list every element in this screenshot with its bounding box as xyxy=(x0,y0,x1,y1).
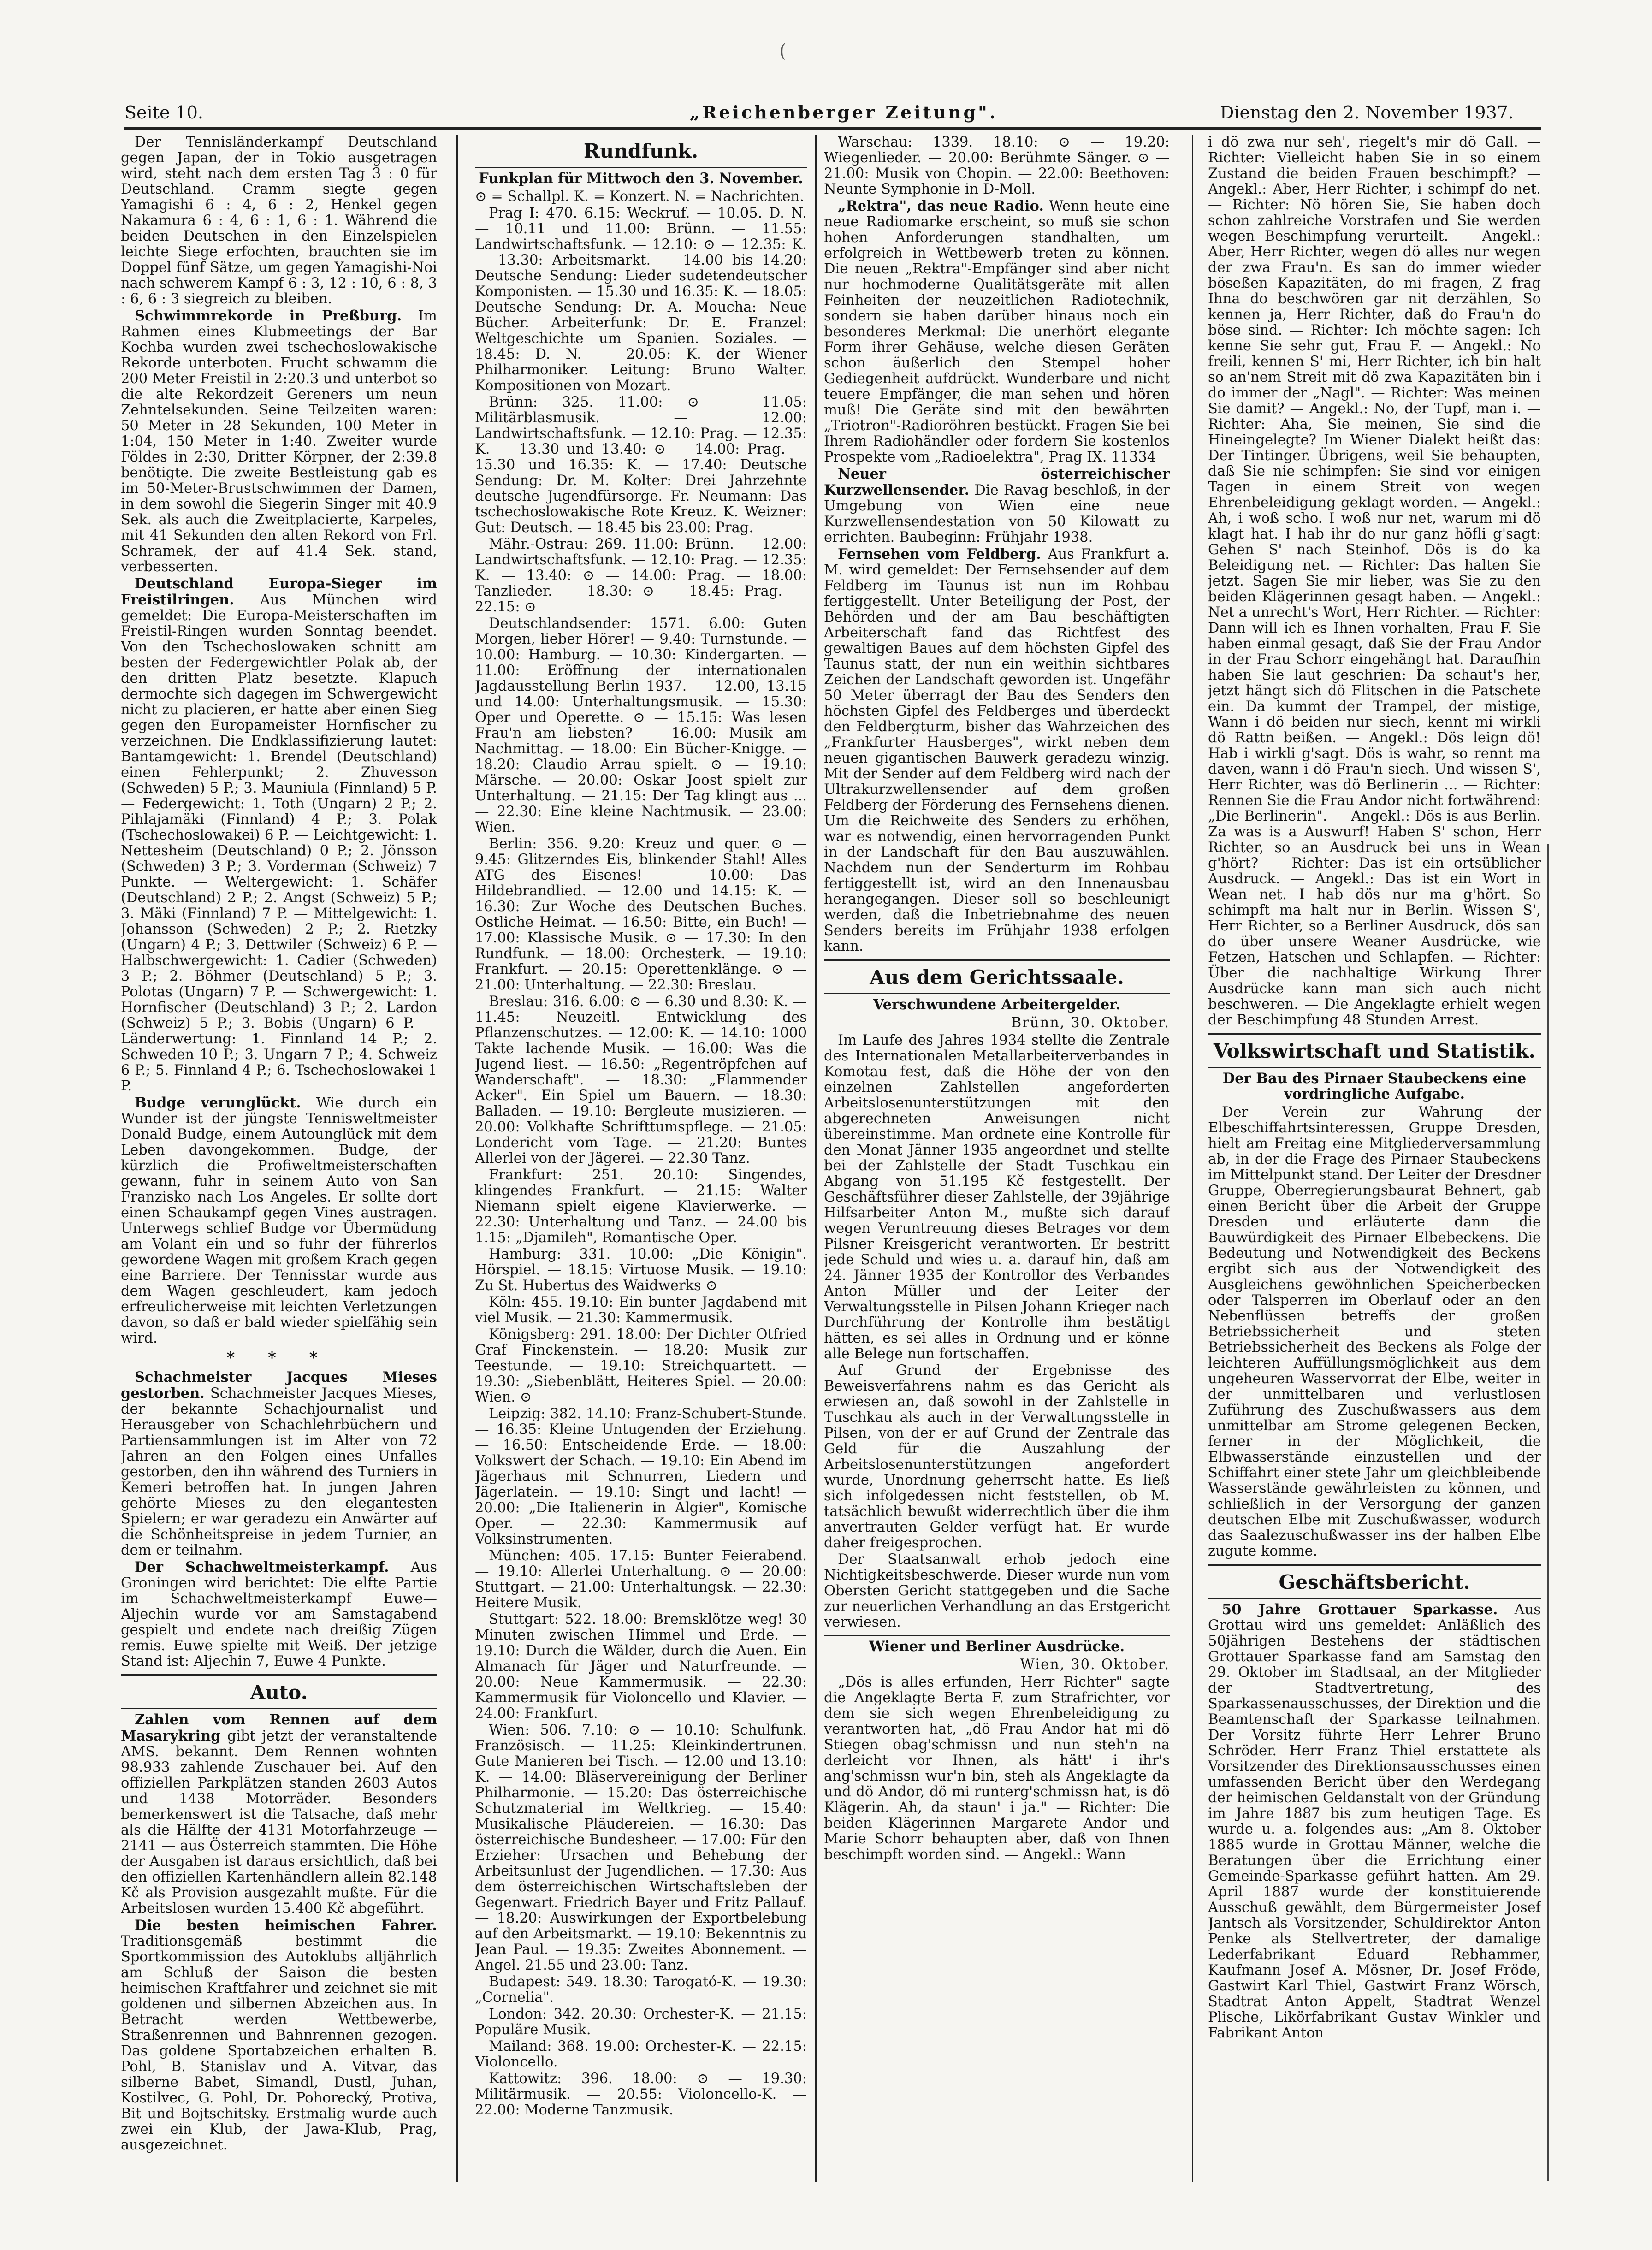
section-rule xyxy=(1208,1067,1541,1068)
section-rule xyxy=(824,959,1170,961)
column-radio xyxy=(475,135,807,2182)
radio-subtitle: Funkplan für Mittwoch den 3. November. xyxy=(479,170,803,187)
article-body: Wenn heute eine neue Radiomarke erscheint, so muß sie schon hohen Anforderungen standhalten, um erfolgreich in Wettbewerb treten zu können. Die neuen „Rektra"-Empfänger sind aber nicht nur hochmoderne Qualitätsgeräte mit allen Feinheiten der neuzeitlichen Radiotechnik, sondern sie haben darüber hinaus noch ein besonderes Merkmal: Die unerhört elegante Form ihrer Gehäuse, welche diesen Geräten schon äußerlich den Stempel hoher Gediegenheit aufdrückt. Wunderbare und nicht teuere Empfänger, die man sehen und hören muß! Die Geräte sind mit den bewährten „Triotron"-Radioröhren bestückt. Fragen Sie bei Ihrem Radiohändler oder fordern Sie kostenlos Prospekte vom „Radioelektra", Prag IX. 11334 xyxy=(824,198,1170,465)
article-body: Im Rahmen eines Klubmeetings der Bar Kochba wurden zwei tschechoslowakische Rekorde unterboten. Frucht schwamm die 200 Meter Freistil in 2:20.3 und unterbot so die alte Rekordzeit Gereners um neun Zehntelsekunden. Seine Teilzeiten waren: 50 Meter in 28 Sekunden, 100 Meter in 1:04, 150 Meter in 1:40. Zweiter wurde Földes in 2:30, Dritter Körpner, der 2:39.8 benötigte. Die zweite Bestleistung gab es im 50-Meter-Brustschwimmen der Damen, in dem sowohl die Siegerin Singer mit 40.9 Sek. als auch die Zweitplacierte, Karpeles, mit 41 Sekunden den alten Rekord von Frl. Schramek, der auf 41.4 Sek. stand, verbesserten. xyxy=(121,308,437,575)
section-rule xyxy=(1208,1033,1541,1035)
article-tennis: Der Tennisländerkampf Deutschland gegen Japan, der in Tokio ausgetragen wird, steht nach dem ersten Tag 3 : 0 für Deutschland. Cramm siegte gegen Yamagishi 6 : 4, 6 : 2, Henkel gegen Nakamura 6 : 4, 6 : 1, 6 : 1. Während die beiden Deutschen in den Einzelspielen leichte Siege erfochten, brauchten sie im Doppel fünf Sätze, um gegen Yamagishi-Noi nach schwerem Kampf 6 : 3, 12 : 10, 6 : 8, 3 : 6, 6 : 3 siegreich zu bleiben. xyxy=(121,135,437,307)
radio-hamburg: Hamburg: 331. 10.00: „Die Königin". Hörspiel. — 18.15: Virtuose Musik. — 19.10: Zu St. Hubertus des Waidwerks ⊙ xyxy=(475,1246,807,1294)
issue-date: Dienstag den 2. November 1937. xyxy=(1220,102,1514,123)
column-court xyxy=(824,135,1170,2182)
radio-koenigsberg: Königsberg: 291. 18.00: Der Dichter Otfried Graf Finckenstein. — 18.20: Musik zur Teestunde. — 19.10: Streichquartett. — 19.30: „Siebenblätt, Heiteres Spiel. — 20.00: Wien. ⊙ xyxy=(475,1326,807,1405)
article-headline: Budge verunglückt. xyxy=(135,1095,301,1111)
article-rektra xyxy=(824,198,1170,465)
article-swimming xyxy=(121,308,437,575)
section-rule xyxy=(824,993,1170,994)
section-rule xyxy=(121,1674,437,1676)
section-rule xyxy=(824,1635,1170,1636)
radio-deutschlandsender: Deutschlandsender: 1571. 6.00: Guten Morgen, lieber Hörer! — 9.40: Turnstunde. — 10.00: Hamburg. — 10.30: Kindergarten. — 11.00: Eröffnung der internationalen Jagdausstellung Berlin 1937. — 12.00, 13.15 und 14.00: Unterhaltungsmusik. — 15.30: Oper und Operette. ⊙ — 15.15: Was lesen Frau'n am liebsten? — 16.00: Musik am Nachmittag. — 18.00: Ein Bücher-Knigge. — 18.20: Claudio Arrau spielt. ⊙ — 19.10: Märsche. — 20.00: Oskar Joost spielt zur Unterhaltung. — 21.15: Der Tag klingt aus ... — 22.30: Eine kleine Nachtmusik. — 23.00: Wien. xyxy=(475,616,807,835)
column-rule xyxy=(815,135,817,2182)
article-headline: 50 Jahre Grottauer Sparkasse. xyxy=(1222,1601,1498,1618)
article-body: Aus Frankfurt a. M. wird gemeldet: Der Fernsehsender auf dem Feldberg im Taunus ist nun im Rohbau fertiggestellt. Unter Beteiligung der Post, der Behörden und der am Bau beschäftigten Arbeiterschaft fand das Richtfest des gewaltigen Baues auf dem höchsten Gipfel des Taunus statt, der nun ein weithin sichtbares Zeichen der Landschaft geworden ist. Ungefähr 50 Meter überragt der Bau des Senders den höchsten Gipfel des Feldberges und überdeckt den Feldbergturm, bisher das Wahrzeichen des „Frankfurter Hausberges", wirkt neben dem neuen gigantischen Bauwerk geradezu winzig. Mit der Sender auf dem Feldberg wird nach der Ultrakurzwellensender auf dem großen Feldberg der Förderung des Fernsehens dienen. Um die Reichweite des Senders zu erhöhen, war es notwendig, einen hervorragenden Punkt in der Landschaft für den Bau auszuwählen. Nachdem nun der Senderturm im Rohbau fertiggestellt ist, wird an den Innenausbau herangegangen. Dieser soll so beschleunigt werden, daß die Inbetriebnahme des neuen Senders bereits im Frühjahr 1938 erfolgen kann. xyxy=(824,546,1170,954)
article-title: Verschwundene Arbeitergelder. xyxy=(873,996,1121,1013)
article-body: Aus München wird gemeldet: Die Europa-Meisterschaften im Freistil-Ringen wurden Sonntag beendet. Von den Tschechoslowaken schnitt am besten der Federgewichtler Polak ab, der den dritten Platz besetzte. Klapuch dermochte sich dagegen im Schwergewicht nicht zu placieren, er hatte aber einen Sieg gegen den Europameister Hornfischer zu verzeichnen. Die Endklassifizierung lautet: Bantamgewicht: 1. Brendel (Deutschland) einen Fehlerpunkt; 2. Zhuvesson (Schweden) 5 P.; 3. Mauniula (Finnland) 5 P. — Federgewicht: 1. Toth (Ungarn) 2 P.; 2. Pihlajamäki (Finnland) 4 P.; 3. Polak (Tschechoslowakei) 6 P. — Leichtgewicht: 1. Nettesheim (Deutschland) 0 P.; 2. Jönsson (Schweden) 3 P.; 3. Vorderman (Schweiz) 7 Punkte. — Weltergewicht: 1. Schäfer (Deutschland) 2 P.; 2. Angst (Schweiz) 5 P.; 3. Mäki (Finnland) 7 P. — Mittelgewicht: 1. Johansson (Schweden) 2 P.; 2. Rietzky (Ungarn) 4 P.; 3. Dettwiler (Schweiz) 6 P. — Halbschwergewicht: 1. Cadier (Schweden) 3 P.; 2. Böhmer (Deutschland) 5 P.; 3. Polotas (Ungarn) 7 P. — Schwergewicht: 1. Hornfischer (Deutschland) 3 P.; 2. Lardon (Schweiz) 5 P.; 3. Bobis (Ungarn) 6 P. — Länderwertung: 1. Finnland 14 P.; 2. Schweden 10 P.; 3. Ungarn 7 P.; 4. Schweiz 6 P.; 5. Finnland 4 P.; 6. Tschechoslowakei 1 P. xyxy=(121,592,437,1094)
radio-wien: Wien: 506. 7.10: ⊙ — 10.10: Schulfunk. Französisch. — 11.25: Kleinkindertrunen. Gute Manieren bei Tisch. — 12.00 und 13.10: K. — 14.00: Bläservereinigung der Berliner Philharmonie. — 15.20: Das österreichische Schutzmaterial im Weltkrieg. — 15.40: Musikalische Pläudereien. — 16.30: Das österreichische Bundesheer. — 17.00: Für den Erzieher: Ursachen und Behebung der Arbeitsunlust der Jugendlichen. — 17.30: Aus dem österreichischen Wirtschaftsleben der Gegenwart. Friedrich Bayer und Fritz Pallauf. — 18.20: Auswirkungen der Exportbelebung auf den Arbeitsmarkt. — 19.10: Bekenntnis zu Jean Paul. — 19.35: Zweites Abonnement. — Angel. 21.55 und 23.00: Tanz. xyxy=(475,1722,807,1973)
article-headline: Neuer österreichischer Kurzwellensender. xyxy=(824,466,1170,498)
newspaper-title: „Reichenberger Zeitung". xyxy=(689,102,998,123)
article-budge xyxy=(121,1095,437,1346)
page-number: Seite 10. xyxy=(124,102,203,123)
article-shortwave xyxy=(824,466,1170,545)
article-headline: Deutschland Europa-Sieger im Freistilringen. xyxy=(121,575,437,608)
section-title-economy: Volkswirtschaft und Statistik. xyxy=(1213,1040,1536,1062)
radio-breslau: Breslau: 316. 6.00: ⊙ — 6.30 und 8.30: K. — 11.45: Neuzeitl. Entwicklung des Pflanzenschutzes. — 12.00: K. — 14.10: 1000 Takte lachende Musik. — 16.00: Was die Jugend liest. — 16.50: „Regentröpfchen auf Wanderschaft". — 18.30: „Flammender Acker". Ein Spiel um Bauern. — 18.30: Balladen. — 19.10: Bergleute musizieren. — 20.00: Volkhafte Schrifttumspflege. — 21.05: Londericht vom Tage. — 21.20: Buntes Allerlei von der Jägerei. — 22.30 Tanz. xyxy=(475,994,807,1166)
article-dateline: Wien, 30. Oktober. xyxy=(1020,1657,1170,1673)
article-dateline: Brünn, 30. Oktober. xyxy=(1011,1015,1170,1031)
article-mieses xyxy=(121,1369,437,1558)
radio-muenchen: München: 405. 17.15: Bunter Feierabend. — 19.10: Allerlei Unterhaltung. ⊙ — 20.00: Stuttgart. — 21.00: Unterhaltungsk. — 22.30: Heitere Musik. xyxy=(475,1548,807,1611)
radio-frankfurt: Frankfurt: 251. 20.10: Singendes, klingendes Frankfurt. — 21.15: Walter Niemann spielt eigene Klavierwerke. — 22.30: Unterhaltung und Tanz. — 24.00 bis 1.15: „Djamileh", Romantische Oper. xyxy=(475,1167,807,1246)
radio-prag: Prag I: 470. 6.15: Weckruf. — 10.05. D. N. — 10.11 und 11.00: Brünn. — 11.55: Landwirtschaftsfunk. — 12.10: ⊙ — 12.35: K. — 13.30: Arbeitsmarkt. — 14.00 bis 14.20: Deutsche Sendung: Lieder sudetendeutscher Komponisten. — 15.30 und 16.35: K. — 18.05: Deutsche Sendung: Dr. A. Moucha: Neue Bücher. Arbeiterfunk: Dr. E. Franzel: Weltgeschichte um Spanien. Soziales. — 18.45: D. N. — 20.05: K. der Wiener Philharmoniker. Leitung: Bruno Walter. Kompositionen von Mozart. xyxy=(475,205,807,394)
radio-budapest: Budapest: 549. 18.30: Tarogató-K. — 19.30: „Cornelia". xyxy=(475,1974,807,2006)
article-body: Wie durch ein Wunder ist der jüngste Tennisweltmeister Donald Budge, einem Autounglück mit dem Leben davongekommen. Budge, der kürzlich die Profiweltmeisterschaften gewann, fuhr in seinem Auto von San Franzisko nach Los Angeles. Er sollte dort einen Schaukampf gegen Vines austragen. Unterwegs schlief Budge vor Übermüdung am Volant ein und so fuhr der führerlos gewordene Wagen mit großem Krach gegen eine Barriere. Der Tennisstar wurde aus dem Wagen geschleudert, kam jedoch erfreulicherweise mit leichten Verletzungen davon, so daß er bald wieder spielfähig sein wird. xyxy=(121,1095,437,1346)
article-body: Aus Grottau wird uns gemeldet: Anläßlich des 50jährigen Bestehens der städtischen Grottauer Sparkasse fand am Samstag den 29. Oktober im Stadtsaal, an der Mitglieder der Stadtvertretung, des Sparkassenausschusses, der Direktion und die Beamtenschaft der Sparkasse teilnahmen. Der Vorsitz führte Herr Lehrer Bruno Schröder. Herr Franz Thiel erstattete als Vorsitzender des Direktionsausschusses einen umfassenden Bericht über den Werdegang der heimischen Geldanstalt von der Gründung im Jahre 1887 bis zum heutigen Tage. Es wurde u. a. folgendes aus: „Am 8. Oktober 1885 wurde in Grottau Männer, welche die Beratungen über die Errichtung einer Gemeinde-Sparkasse geführt hatten. Am 29. April 1887 wurde der konstituierende Ausschuß gewählt, dem Bürgermeister Josef Jantsch als Vorsitzender, Schuldirektor Anton Penke als Stellvertreter, der damalige Lederfabrikant Eduard Rebhammer, Kaufmann Josef A. Mösner, Dr. Josef Fröde, Gastwirt Karl Thiel, Gastwirt Franz Wörsch, Stadtrat Anton Appelt, Stadtrat Wenzel Plische, Likörfabrikant Gustav Winkler und Fabrikant Anton xyxy=(1208,1602,1541,2041)
radio-mailand: Mailand: 368. 19.00: Orchester-K. — 22.15: Violoncello. xyxy=(475,2038,807,2070)
radio-warschau: Warschau: 1339. 18.10: ⊙ — 19.20: Wiegenlieder. — 20.00: Berühmte Sänger. ⊙ — 21.00: Musik von Chopin. — 22.00: Beethoven: Neunte Symphonie in D-Moll. xyxy=(824,135,1170,197)
article-paragraph: Der Staatsanwalt erhob jedoch eine Nichtigkeitsbeschwerde. Dieser wurde nun vom Obersten Gericht stattgegeben und die Sache zur neuerlichen Verhandlung an das Erstgericht verwiesen. xyxy=(824,1551,1170,1630)
article-paragraph: „Dös is alles erfunden, Herr Richter" sagte die Angeklagte Berta F. zum Strafrichter, vor dem sie sich wegen Ehrenbeleidigung zu verantworten hat, „dö Frau Andor hat mi dö Stiegen obag'schmissn und nun steh'n na derleicht vor Ihnen, als hätt' i ihr's ang'schmissn wur'n bin, steh als Angeklagte da und dö Andor, dö mi runterg'schmissn hat, is dö Klägerin. Ah, da staun' i ja." — Richter: Die beiden Klägerinnen Margarete Andor und Marie Schorr behaupten aber, daß von Ihnen beschimpft worden sind. — Angekl.: Wann xyxy=(824,1674,1170,1863)
header-rule xyxy=(124,127,1541,130)
radio-kattowitz: Kattowitz: 396. 18.00: ⊙ — 19.30: Militärmusik. — 20.55: Violoncello-K. — 22.00: Moderne Tanzmusik. xyxy=(475,2071,807,2118)
article-paragraph: Im Laufe des Jahres 1934 stellte die Zentrale des Internationalen Metallarbeiterverbandes in Komotau fest, daß die Höhe der von den einzelnen Zahlstellen angeforderten Arbeitslosenunterstützungen mit den abgerechneten Anweisungen nicht übereinstimme. Man ordnete eine Kontrolle für den Monat Jänner 1935 angeordnet und stellte bei der Zahlstelle der Stadt Tuschkau ein Abgang von 51.195 Kč festgestellt. Der Geschäftsführer dieser Zahlstelle, der 39jährige Hilfsarbeiter Anton M., mußte sich darauf wegen Veruntreuung dieses Betrages vor dem Pilsner Kreisgericht verantworten. Er bestritt jede Schuld und wies u. a. darauf hin, daß am 24. Jänner 1935 der Kontrollor des Verbandes Anton Müller und der Leiter der Verwaltungsstelle in Pilsen Johann Krieger nach Durchführung der Kontrolle ihm bestätigt hätten, es sei alles in Ordnung und er könne alle Belege nun fortschaffen. xyxy=(824,1032,1170,1362)
article-body: Schachmeister Jacques Mieses, der bekannte Schachjournalist und Herausgeber von Schachlehrbüchern und Partiensammlungen ist im Alter von 72 Jahren an den Folgen eines Unfalles gestorben, den ihn während des Turniers in Kemeri betroffen hat. In jungen Jahren gehörte Mieses zu den elegantesten Spielern; er war geradezu ein Anwärter auf die Schönheitspreise in jedem Turnier, an dem er teilnahm. xyxy=(121,1386,437,1558)
radio-bruenn: Brünn: 325. 11.00: ⊙ — 11.05: Militärblasmusik. — 12.00: Landwirtschaftsfunk. — 12.10: Prag. — 12.35: K. — 13.30 und 13.40: ⊙ — 14.00: Prag. — 15.30 und 16.35: K. — 17.40: Deutsche Sendung: Dr. M. Kolter: Drei Jahrzehnte deutsche Jugendfürsorge. Fr. Neumann: Das tschechoslowakische Rote Kreuz. K. Weizner: Gut: Deutsch. — 18.45 bis 23.00: Prag. xyxy=(475,394,807,536)
radio-legend: ⊙ = Schallpl. K. = Konzert. N. = Nachrichten. xyxy=(475,189,804,205)
article-sparkasse xyxy=(1208,1602,1541,2041)
section-stars: * * * xyxy=(226,1349,332,1367)
radio-berlin: Berlin: 356. 9.20: Kreuz und quer. ⊙ — 9.45: Glitzerndes Eis, blinkender Stahl! Alles ATG des Eisenes! — 10.00: Das Hildebrandlied. — 12.00 und 14.15: K. — 16.30: Zur Woche des Deutschen Buches. Ostliche Heimat. — 16.50: Bitte, ein Buch! — 17.00: Klassische Musik. ⊙ — 17.30: In den Rundfunk. — 18.00: Orchesterk. — 19.10: Frankfurt. — 20.15: Operettenklänge. ⊙ — 21.00: Unterhaltung. — 22.30: Breslau. xyxy=(475,836,807,993)
section-rule xyxy=(1208,1598,1541,1599)
section-title-auto: Auto. xyxy=(250,1681,308,1704)
column-economy xyxy=(1208,135,1541,2182)
article-body: Aus Groningen wird berichtet: Die elfte Partie im Schachweltmeisterkampf Euwe—Aljechin wurde vor am Samstagabend gespielt und endete nach dreißig Zügen remis. Euwe spielte mit Weiß. Der jetzige Stand ist: Aljechin 7, Euwe 4 Punkte. xyxy=(121,1559,437,1670)
article-headline: Fernsehen vom Feldberg. xyxy=(838,546,1041,562)
article-wrestling xyxy=(121,576,437,1094)
article-body: Traditionsgemäß bestimmt die Sportkommission des Autoklubs alljährlich am Schluß der Saison die besten heimischen Kraftfahrer und zeichnet sie mit goldenen und silbernen Abzeichen aus. In Betracht werden Wettbewerbe, Straßenrennen und Bahnrennen gezogen. Das goldene Sportabzeichen erhalten B. Pohl, B. Stanislav und A. Vitvar, das silberne Babet, Simandl, Dustl, Juhan, Kostilvec, G. Pohl, Dr. Pohorecký, Protiva, Bit und Bojtschitsky. Erstmalig wurde auch zwei ein Klub, der Jawa-Klub, Prag, ausgezeichnet. xyxy=(121,1933,437,2153)
article-masaryk xyxy=(121,1712,437,1917)
top-mark: ( xyxy=(779,41,787,62)
article-title: Wiener und Berliner Ausdrücke. xyxy=(869,1638,1125,1655)
article-feldberg xyxy=(824,546,1170,954)
article-paragraph: Auf Grund der Ergebnisse des Beweisverfahrens nahm es das Gericht als erwiesen an, daß sowohl in der Zahlstelle in Tuschkau als auch in der Verwaltungsstelle in Pilsen, von der er auf Grund der Zentrale das Geld für die Auszahlung der Arbeitslosenunterstützungen angefordert wurde, Unordnung geherrscht hatte. Es ließ sich infolgedessen nicht feststellen, ob M. tatsächlich bewußt widerrechtlich über die ihm anvertrauten Gelder verfügt hat. Er wurde daher freigesprochen. xyxy=(824,1362,1170,1551)
section-rule xyxy=(1208,1564,1541,1566)
column-sport xyxy=(121,135,437,2182)
article-paragraph: Der Verein zur Wahrung der Elbeschiffahrtsinteressen, Gruppe Dresden, hielt am Freitag eine Mitgliederversammlung ab, in der die Frage des Pirnaer Staubeckens im Mittelpunkt stand. Der Leiter der Dresdner Gruppe, Oberregierungsbaurat Behnert, gab einen Bericht über die Arbeit der Gruppe Dresden und erläuterte dann die Bauwürdigkeit des Pirnaer Elbebeckens. Die Bedeutung und Notwendigkeit des Beckens ergibt sich aus der Notwendigkeit des Ausgleichens gewöhnlichen Speicherbecken oder Talsperren im Oberlauf oder an den Nebenflüssen betreffs der großen Betriebssicherheit und steten Betriebssicherheit des Beckens als Folge der leichteren Auffüllungsmöglichkeit aus dem ungeheuren Wasservorrat der Elbe, weiter in der unmittelbaren und verlustlosen Zuführung des Zuschußwassers aus dem unmittelbar am Strome gelegenen Becken, ferner in der Möglichkeit, die Elbwasserstände einzustellen und der Schiffahrt einer stete Jahr um gleichbleibende Wasserstände gewährleisten zu können, und schließlich in der Versorgung der ganzen deutschen Elbe mit Zuschußwasser, wodurch das Saalezuschußwasser ins der halben Elbe zugute komme. xyxy=(1208,1104,1541,1559)
article-headline: Der Schachweltmeisterkampf. xyxy=(135,1559,389,1575)
section-title-radio: Rundfunk. xyxy=(583,140,699,162)
section-rule xyxy=(475,167,807,168)
article-headline: „Rektra", das neue Radio. xyxy=(838,198,1044,214)
article-headline: Schachmeister Jacques Mieses gestorben. xyxy=(121,1369,437,1402)
article-drivers xyxy=(121,1918,437,2153)
article-body: gibt jetzt der veranstaltende AMS. bekannt. Dem Rennen wohnten 98.933 zahlende Zuschauer bei. Auf den offiziellen Parkplätzen standen 2603 Autos und 1438 Motorräder. Besonders bemerkenswert ist die Tatsache, daß mehr als die Hälfte der 4131 Motorfahrzeuge — 2141 — aus Österreich stammten. Die Höhe der Ausgaben ist daraus ersichtlich, daß bei den offiziellen Kartenhändlern allein 82.148 Kč als Provision ausgezahlt mußte. Für die Arbeitslosen wurden 15.400 Kč abgeführt. xyxy=(121,1728,437,1917)
section-title-business: Geschäftsbericht. xyxy=(1279,1571,1470,1593)
page-edge-rule xyxy=(1547,844,1549,2181)
article-paragraph: i dö zwa nur seh', riegelt's mir dö Gall. — Richter: Vielleicht haben Sie in so einem Zustand die beiden Frauen beschimpft? — Angekl.: Aber, Herr Richter, i schimpf do net. — Richter: Nö hören Sie, Sie haben doch schon zahlreiche Vorstrafen und Sie werden wegen Beschimpfung verurteilt. — Angekl.: Aber, Herr Richter, wegen dö alles nur wegen der zwa Frau'n. Es san do immer wieder böseßen Kapazitäten, do mi fragen, Z frag Ihna do beschwören gar nit derzählen, So kennen ja, Herr Richter, daß do Frau'n do böse sind. — Richter: Ich möchte sagen: Ich kenne Sie sehr gut, Frau F. — Angekl.: No freili, kennen S' mi, Herr Richter, ich bin halt so an'nem Streit mit dö zwa Kapazitäten bin i do immer der „Nagl". — Richter: Was meinen Sie damit? — Angekl.: No, der Tupf, man i. — Richter: Aha, Sie meinen, Sie sind die Hineingelegte? Im Wiener Dialekt heißt das: Der Tintinger. Übrigens, weil Sie behaupten, daß Sie nie schimpfen: Sie sind vor einigen Tagen in einem Streit von wegen Ehrenbeleidigung geklagt worden. — Angekl.: Ah, i woß scho. I woß nur net, warum mi dö klagt hat. I hab ihr do nur ganz höfli g'sagt: Gehen S' nach Steinhof. Dös is do ka Beleidigung net. — Richter: Das halten Sie jetzt. Sagen Sie mir lieber, was Sie zu den beiden Klägerinnen gesagt haben. — Angekl.: Net a unrecht's Wort, Herr Richter. — Richter: Dann will ich es Ihnen vorhalten, Frau F. Sie haben einmal gesagt, daß Sie der Frau Andor in der Frau Schorr eingehängt hat. Daraufhin haben Sie laut geschrien: Da schaut's her, jetzt hängt sich dö Flitschen in die Patschete ein. Da kummt der Trampel, der mistige, Wann i dö beiden nur siech, kennt mi wirkli dö Rattn beißen. — Angekl.: Dös leign dö! Hab i wirkli g'sagt. Dös is wahr, so rennt ma daven, wann i dö Frau'n siech. Und wissen S', Herr Richter, was dö Berlinerin ... — Richter: Rennen Sie die Frau Andor nicht fortwährend: „Die Berlinerin". — Angekl.: Dös is aus Berlin. Za was is a Auswurf! Haben S' schon, Herr Richter, so an Ausdruck bei uns in Wean g'hört? — Richter: Das ist ein ortsüblicher Ausdruck. — Angekl.: Das ist ein Wort in Wean net. I hab dös nur ma g'hört. So schimpft ma halt nur in Berlin. Wissen S', Herr Richter, so a Berliner Ausdruck, dös san do über unsere Weaner Ausdrücke, wie Fetzen, Hatschen und Schlapfen. — Richter: Über die nachhaltige Wirkung Ihrer Ausdrücke kann man sich auch nicht beschweren. — Die Angeklagte erhielt wegen der Beschimpfung 48 Stunden Arrest. xyxy=(1208,135,1541,1028)
column-rule xyxy=(1192,135,1193,2182)
article-title: Der Bau des Pirnaer Staubeckens eine vordringliche Aufgabe. xyxy=(1222,1070,1527,1102)
section-rule xyxy=(121,1708,437,1709)
radio-london: London: 342. 20.30: Orchester-K. — 21.15: Populäre Musik. xyxy=(475,2006,807,2038)
section-title-court: Aus dem Gerichtssaale. xyxy=(870,966,1124,989)
radio-ostrau: Mähr.-Ostrau: 269. 11.00: Brünn. — 12.00: Landwirtschaftsfunk. — 12.10: Prag. — 12.35: K. — 13.40: ⊙ — 14.00: Prag. — 18.00: Tanzlieder. — 18.30: ⊙ — 18.45: Prag. — 22.15: ⊙ xyxy=(475,536,807,615)
column-rule xyxy=(456,135,458,2182)
article-headline: Zahlen vom Rennen auf dem Masarykring xyxy=(121,1711,437,1744)
radio-stuttgart: Stuttgart: 522. 18.00: Bremsklötze weg! 30 Minuten zwischen Himmel und Erde. — 19.10: Durch die Wälder, durch die Auen. Ein Almanach für Jäger und Naturfreunde. — 20.00: Neue Kammermusik. — 22.30: Kammermusik für Violoncello und Klavier. — 24.00: Frankfurt. xyxy=(475,1611,807,1722)
radio-leipzig: Leipzig: 382. 14.10: Franz-Schubert-Stunde. — 16.35: Kleine Untugenden der Erziehung. — 16.50: Entscheidende Erde. — 18.00: Volkswert der Schach. — 19.10: Ein Abend im Jägerhaus mit Schnurren, Liedern und Jägerlatein. — 19.10: Singt und lacht! — 20.00: „Die Italienerin in Algier", Komische Oper. — 22.30: Kammermusik auf Volksinstrumenten. xyxy=(475,1406,807,1547)
radio-koeln: Köln: 455. 19.10: Ein bunter Jagdabend mit viel Musik. — 21.30: Kammermusik. xyxy=(475,1294,807,1326)
article-headline: Schwimmrekorde in Preßburg. xyxy=(135,308,402,324)
article-headline: Die besten heimischen Fahrer. xyxy=(135,1917,437,1934)
article-chess xyxy=(121,1559,437,1670)
article-body: Die Ravag beschloß, in der Umgebung von Wien eine neue Kurzwellensendestation von 50 Kilowatt zu errichten. Baubeginn: Frühjahr 1938. xyxy=(824,482,1170,545)
